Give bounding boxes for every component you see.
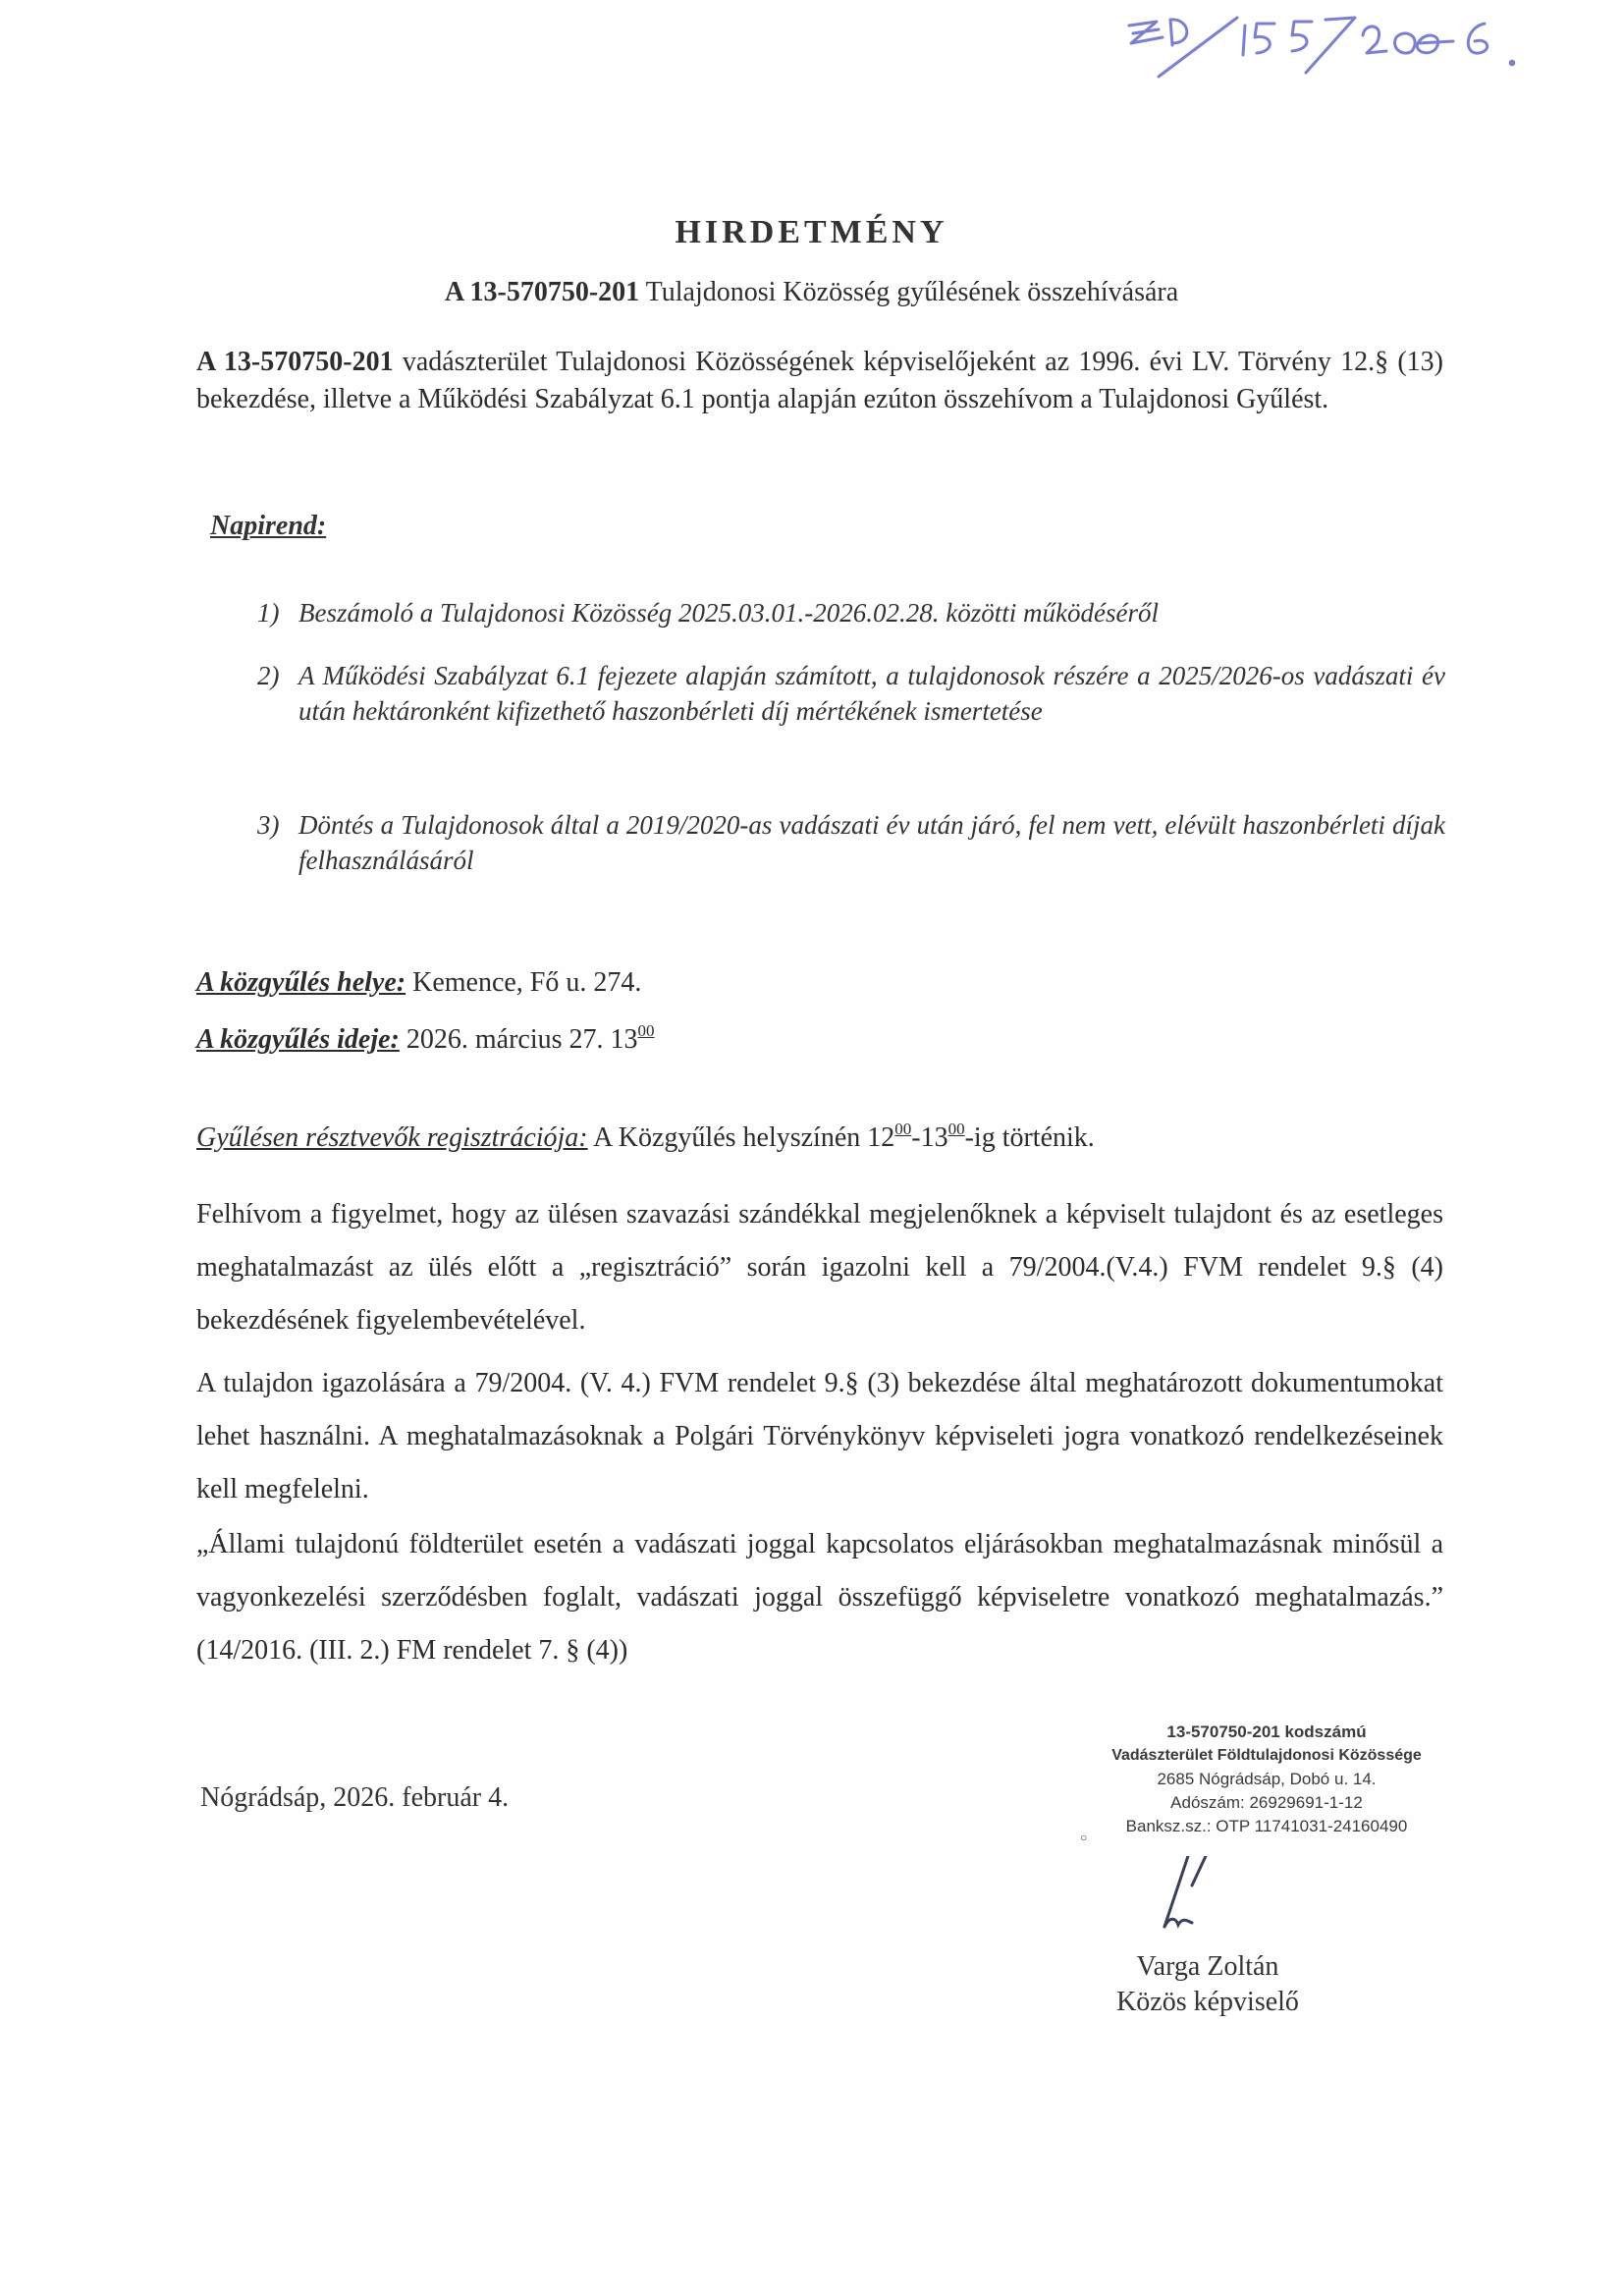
meeting-time <box>196 1021 655 1056</box>
meeting-place <box>196 967 641 999</box>
intro-code: A 13-570750-201 <box>196 347 394 377</box>
document-subtitle <box>0 277 1623 308</box>
agenda-item-number: 3) <box>257 810 280 840</box>
handwritten-reference-number <box>1119 8 1571 86</box>
signature-icon <box>1149 1856 1237 1935</box>
stamp-bullet-icon: ○ <box>1080 1831 1088 1844</box>
agenda-item <box>257 658 1445 729</box>
notice-paragraph: Felhívom a figyelmet, hogy az ülésen szavazási szándékkal megjelenőknek a képviselt tulajdont és az esetleges meghatalmazást az ülés előtt a „regisztráció” során igazolni kell a 79/2004.(V.4.) FVM rendelet 9.§ (4) bekezdésének figyelembevételével. <box>196 1199 1443 1336</box>
handwriting-icon <box>1119 8 1571 86</box>
registration-info <box>196 1120 1095 1154</box>
registration-label: Gyűlésen résztvevők regisztrációja: <box>196 1122 588 1153</box>
registration-start-minutes: 00 <box>894 1120 912 1138</box>
registration-mid: -13 <box>911 1122 948 1153</box>
subtitle-code: A 13-570750-201 <box>444 277 640 307</box>
stamp-line: Vadászterület Földtulajdonosi Közössége <box>1111 1747 1422 1764</box>
stamp-line: Banksz.sz.: OTP 11741031-24160490 <box>1125 1817 1408 1835</box>
registration-post: -ig történik. <box>964 1122 1095 1153</box>
intro-text: vadászterület Tulajdonosi Közösségének képviselőjeként az 1996. évi LV. Törvény 12.§ (13) bekezdése, illetve a Működési Szabályzat 6.1 pontja alapján ezúton összehívom a Tulajdonosi Gyűlést. <box>196 347 1443 414</box>
meeting-time-minutes: 00 <box>637 1021 655 1040</box>
subtitle-text: Tulajdonosi Közösség gyűlésének összehívására <box>639 277 1179 307</box>
stamp-line: 2685 Nógrádsáp, Dobó u. 14. <box>1157 1770 1377 1788</box>
agenda-item-text: A Működési Szabályzat 6.1 fejezete alapján számított, a tulajdonosok részére a 2025/2026-os vadászati év után hektáronként kifizethető haszonbérleti díj mértékének ismertetése <box>298 661 1445 726</box>
agenda-item-number: 2) <box>257 661 280 690</box>
stamp-line: Adószám: 26929691-1-12 <box>1170 1793 1363 1812</box>
meeting-time-value: 2026. március 27. 13 <box>399 1024 638 1055</box>
agenda-item <box>257 595 1445 630</box>
organization-stamp <box>1070 1721 1463 1844</box>
registration-pre: A Közgyűlés helyszínén 12 <box>587 1122 895 1153</box>
agenda-item <box>257 807 1445 878</box>
meeting-place-value: Kemence, Fő u. 274. <box>406 967 642 998</box>
stamp-line: 13-570750-201 kodszámú <box>1166 1722 1367 1741</box>
signer-block <box>1080 1949 1335 2020</box>
notice-paragraph: „Állami tulajdonú földterület esetén a vadászati joggal kapcsolatos eljárásokban meghatalmazásnak minősül a vagyonkezelési szerződésben foglalt, vadászati joggal összefüggő képviseletre vonatkozó meghatalmazás.” (14/2016. (III. 2.) FM rendelet 7. § (4)) <box>196 1529 1443 1666</box>
document-title: HIRDETMÉNY <box>675 214 948 250</box>
registration-end-minutes: 00 <box>947 1120 965 1138</box>
agenda-heading: Napirend: <box>210 511 327 541</box>
agenda-item-text: Döntés a Tulajdonosok által a 2019/2020-as vadászati év után járó, fel nem vett, elévült haszonbérleti díjak felhasználásáról <box>298 810 1445 875</box>
intro-paragraph <box>196 344 1443 418</box>
agenda-item-number: 1) <box>257 598 280 628</box>
date-and-place: Nógrádsáp, 2026. február 4. <box>200 1782 510 1813</box>
agenda-item-text: Beszámoló a Tulajdonosi Közösség 2025.03.01.-2026.02.28. közötti működéséről <box>298 598 1159 628</box>
signer-role: Közös képviselő <box>1116 1987 1299 2017</box>
meeting-place-label: A közgyűlés helye: <box>196 967 406 998</box>
meeting-time-label: A közgyűlés ideje: <box>196 1024 400 1055</box>
notice-paragraph: A tulajdon igazolására a 79/2004. (V. 4.) FVM rendelet 9.§ (3) bekezdése által meghatározott dokumentumokat lehet használni. A meghatalmazásoknak a Polgári Törvénykönyv képviseleti jogra vonatkozó rendelkezéseinek kell megfelelni. <box>196 1368 1443 1504</box>
signer-name: Varga Zoltán <box>1136 1951 1279 1982</box>
